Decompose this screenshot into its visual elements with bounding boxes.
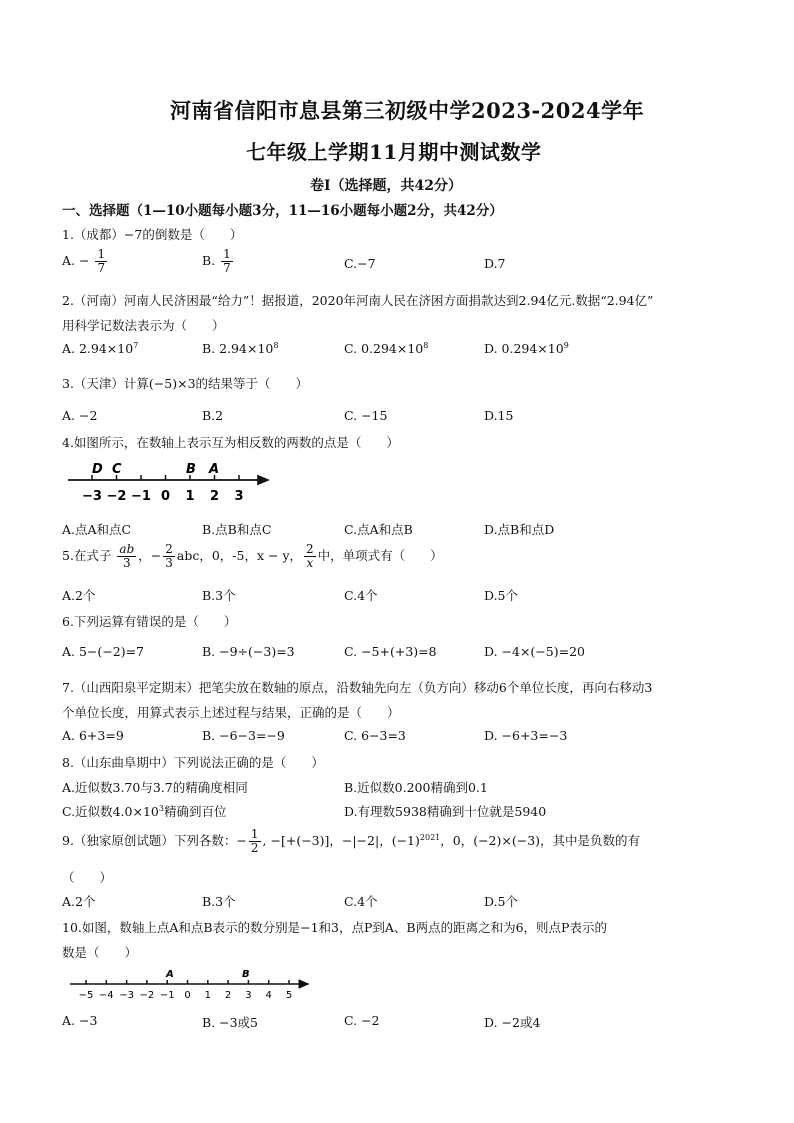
axis-labels xyxy=(79,990,293,1001)
exponent: 8 xyxy=(423,341,429,350)
question-6-stem: 6.下列运算有错误的是（ ） xyxy=(62,614,237,629)
question-6-option-b[interactable]: B. −9÷(−3)=3 xyxy=(202,644,295,659)
point-labels xyxy=(92,462,219,477)
question-5-option-d[interactable]: D.5个 xyxy=(484,588,519,603)
question-1-stem: 1.（成都）−7的倒数是（ ） xyxy=(62,227,243,242)
question-9-option-a[interactable]: A.2个 xyxy=(62,894,96,909)
page-title: 河南省信阳市息县第三初级中学2023-2024学年 xyxy=(170,98,645,123)
question-9-option-b[interactable]: B.3个 xyxy=(202,894,236,909)
question-5-option-b[interactable]: B.3个 xyxy=(202,588,236,603)
question-10-line-1: 10.如图，数轴上点A和点B表示的数分别是−1和3，点P到A、B两点的距离之和为6，则点P表示的 xyxy=(62,920,607,935)
exponent: 8 xyxy=(273,341,279,350)
fraction-numerator: 2 xyxy=(306,542,314,556)
fraction-numerator: 1 xyxy=(97,247,106,261)
axis-labels xyxy=(82,489,244,504)
question-8-stem: 8.（山东曲阜期中）下列说法正确的是（ ） xyxy=(62,755,324,770)
fraction xyxy=(95,248,107,275)
question-7-option-b[interactable]: B. −6−3=−9 xyxy=(202,728,285,743)
question-2-option-c[interactable] xyxy=(344,341,428,356)
fraction xyxy=(117,543,136,570)
axis-tick-label: −2 xyxy=(139,990,155,1001)
axis-tick-label: 1 xyxy=(204,990,211,1001)
page-subtitle: 七年级上学期11月期中测试数学 xyxy=(246,140,542,164)
fraction-numerator: 2 xyxy=(165,542,173,556)
axis-tick-label: 4 xyxy=(265,990,272,1001)
question-2-option-d[interactable] xyxy=(484,341,569,356)
question-6-option-d[interactable]: D. −4×(−5)=20 xyxy=(484,644,585,659)
option-text: D. 0.294×10 xyxy=(484,341,564,357)
question-3-option-b[interactable]: B.2 xyxy=(202,408,224,423)
axis-tick-label: −1 xyxy=(159,990,175,1001)
question-7-line-1: 7.（山西阳泉平定期末）把笔尖放在数轴的原点，沿数轴先向左（负方向）移动6个单位长度，再向右移动3 xyxy=(62,680,653,695)
point-a-label: A xyxy=(166,969,174,980)
point-b-label: B xyxy=(242,969,250,980)
question-3-option-a[interactable]: A. −2 xyxy=(62,408,98,423)
question-10-option-a[interactable]: A. −3 xyxy=(62,1013,98,1028)
question-4-number-line xyxy=(62,456,277,510)
question-10-option-b[interactable]: B. −3或5 xyxy=(202,1015,259,1030)
question-1-option-d[interactable]: D.7 xyxy=(484,256,506,271)
option-a-sign: − xyxy=(79,253,90,268)
axis-tick-label: −4 xyxy=(98,990,114,1001)
question-6-option-c[interactable]: C. −5+(+3)=8 xyxy=(344,644,437,659)
axis-tick-label: −3 xyxy=(119,990,134,1001)
fraction xyxy=(249,828,261,855)
axis-tick-label: 0 xyxy=(160,489,171,504)
axis-tick-label: 2 xyxy=(209,489,220,504)
exponent: 9 xyxy=(563,341,569,350)
option-text: B. 2.94×10 xyxy=(202,341,274,357)
axis-tick-label: −5 xyxy=(78,990,94,1001)
fraction-numerator: 1 xyxy=(250,827,259,841)
point-d-label: D xyxy=(92,462,103,477)
question-4-option-d[interactable]: D.点B和点D xyxy=(484,522,555,537)
question-3-option-c[interactable]: C. −15 xyxy=(344,408,388,423)
question-9-line-2: （ ） xyxy=(62,870,113,885)
question-7-option-c[interactable]: C. 6−3=3 xyxy=(344,728,406,743)
question-9-option-d[interactable]: D.5个 xyxy=(484,894,519,909)
axis-tick-label: 5 xyxy=(285,990,293,1001)
fraction-numerator: 1 xyxy=(223,247,231,261)
fraction xyxy=(163,543,175,570)
exponent: 2021 xyxy=(419,832,441,842)
question-2-line-1: 2.（河南）河南人民济困最“给力”！据报道，2020年河南人民在济困方面捐款达到2.94亿元.数据“2.94亿” xyxy=(62,293,654,308)
point-a-label: A xyxy=(209,462,220,477)
question-3-option-d[interactable]: D.15 xyxy=(484,408,514,423)
point-b-label: B xyxy=(186,462,196,477)
fraction xyxy=(304,543,316,570)
question-4-option-b[interactable]: B.点B和点C xyxy=(202,522,272,537)
stem-text: abc，0，-5，x − y， xyxy=(176,548,303,563)
fraction-denominator: 2 xyxy=(250,841,259,855)
fraction-denominator: 7 xyxy=(223,261,231,275)
question-1-option-b[interactable] xyxy=(202,248,235,275)
axis-tick-label: 2 xyxy=(224,990,232,1001)
stem-text: 9.（独家原创试题）下列各数：− xyxy=(62,833,247,848)
fraction-denominator: 7 xyxy=(97,261,106,275)
stem-text: , −[+(−3)]，−|−2|，(−1) xyxy=(262,833,420,848)
question-7-line-2: 个单位长度，用算式表示上述过程与结果，正确的是（ ） xyxy=(62,705,400,720)
question-9-stem xyxy=(62,828,640,855)
question-2-line-2: 用科学记数法表示为（ ） xyxy=(62,318,225,333)
section-heading: 一、选择题（1—10小题每小题3分，11—16小题每小题2分，共42分） xyxy=(62,203,503,219)
fraction xyxy=(221,248,233,275)
exponent: 7 xyxy=(133,341,139,350)
fraction-denominator: 3 xyxy=(165,556,173,570)
question-4-option-c[interactable]: C.点A和点B xyxy=(344,522,413,537)
fraction-denominator: 3 xyxy=(123,556,131,570)
question-10-option-c[interactable]: C. −2 xyxy=(344,1013,380,1028)
question-8-option-a[interactable]: A.近似数3.70与3.7的精确度相同 xyxy=(62,780,248,795)
question-4-option-a[interactable]: A.点A和点C xyxy=(62,522,132,537)
question-10-line-2: 数是（ ） xyxy=(62,945,138,960)
question-5-option-a[interactable]: A.2个 xyxy=(62,588,96,603)
point-c-label: C xyxy=(112,462,122,477)
axis-tick-label: −2 xyxy=(106,489,127,504)
question-7-option-d[interactable]: D. −6+3=−3 xyxy=(484,728,568,743)
question-8-option-c[interactable] xyxy=(62,802,226,820)
axis-tick-label: 0 xyxy=(184,990,191,1001)
axis-tick-label: −1 xyxy=(131,489,151,504)
option-text: C. 0.294×10 xyxy=(344,341,424,357)
option-text: A. 2.94×10 xyxy=(62,341,134,357)
exponent: 3 xyxy=(158,803,164,813)
question-7-option-a[interactable]: A. 6+3=9 xyxy=(62,728,124,743)
option-text: 精确到百位 xyxy=(163,804,227,819)
question-3-stem: 3.（天津）计算(−5)×3的结果等于（ ） xyxy=(62,376,309,391)
question-2-option-a[interactable] xyxy=(62,341,138,356)
option-b-label: B. xyxy=(202,253,216,268)
question-1-option-c[interactable]: C.−7 xyxy=(344,256,376,271)
question-6-option-a[interactable]: A. 5−(−2)=7 xyxy=(62,644,145,659)
fraction-denominator: x xyxy=(306,556,314,570)
fraction-numerator: ab xyxy=(119,542,135,556)
stem-text: 中，单项式有（ ） xyxy=(317,548,443,563)
question-8-option-d[interactable]: D.有理数5938精确到十位就是5940 xyxy=(344,804,547,819)
question-8-option-b[interactable]: B.近似数0.200精确到0.1 xyxy=(344,780,488,795)
option-a-label: A. xyxy=(62,253,76,268)
question-1-option-a[interactable] xyxy=(62,248,109,275)
axis-tick-label: 3 xyxy=(234,489,244,504)
stem-text: 5.在式子 xyxy=(62,548,112,563)
option-text: C.近似数4.0×10 xyxy=(62,804,159,819)
stem-text: ，0，(−2)×(−3)，其中是负数的有 xyxy=(440,833,641,848)
question-10-option-d[interactable]: D. −2或4 xyxy=(484,1015,541,1030)
axis-tick-label: 1 xyxy=(185,489,195,504)
axis-tick-label: 3 xyxy=(245,990,252,1001)
volume-heading: 卷Ⅰ（选择题，共42分） xyxy=(310,178,463,194)
question-2-option-b[interactable] xyxy=(202,341,278,356)
axis-tick-label: −3 xyxy=(82,489,102,504)
question-5-stem xyxy=(62,543,443,570)
question-10-number-line xyxy=(66,964,316,1006)
question-5-option-c[interactable]: C.4个 xyxy=(344,588,378,603)
question-9-option-c[interactable]: C.4个 xyxy=(344,894,378,909)
question-4-stem: 4.如图所示，在数轴上表示互为相反数的两数的点是（ ） xyxy=(62,435,399,450)
stem-text: ，− xyxy=(138,548,162,563)
